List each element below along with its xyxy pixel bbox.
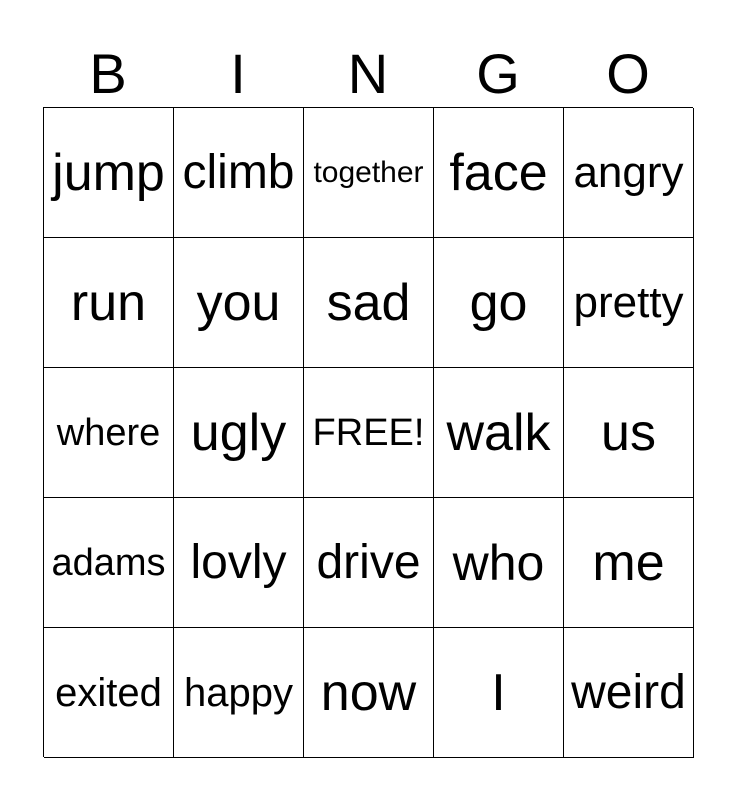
bingo-cell[interactable]: pretty xyxy=(564,238,694,368)
bingo-cell[interactable]: sad xyxy=(304,238,434,368)
bingo-cell[interactable]: me xyxy=(564,498,694,628)
header-letter-b: B xyxy=(89,42,127,105)
header-letter-n: N xyxy=(347,42,389,105)
bingo-cell[interactable]: lovly xyxy=(174,498,304,628)
bingo-cell[interactable]: walk xyxy=(434,368,564,498)
header-letter-i: I xyxy=(230,42,246,105)
header-letter-g: G xyxy=(476,42,520,105)
bingo-cell[interactable]: exited xyxy=(44,628,174,758)
free-space-cell[interactable]: FREE! xyxy=(304,368,434,498)
bingo-cell[interactable]: angry xyxy=(564,108,694,238)
bingo-cell[interactable]: I xyxy=(434,628,564,758)
header-letter-o: O xyxy=(606,42,650,105)
bingo-cell[interactable]: together xyxy=(304,108,434,238)
bingo-cell[interactable]: happy xyxy=(174,628,304,758)
bingo-cell[interactable]: ugly xyxy=(174,368,304,498)
bingo-cell[interactable]: who xyxy=(434,498,564,628)
bingo-cell[interactable]: climb xyxy=(174,108,304,238)
bingo-cell[interactable]: weird xyxy=(564,628,694,758)
bingo-cell[interactable]: face xyxy=(434,108,564,238)
bingo-cell[interactable]: where xyxy=(44,368,174,498)
bingo-cell[interactable]: run xyxy=(44,238,174,368)
bingo-cell[interactable]: jump xyxy=(44,108,174,238)
bingo-board xyxy=(43,107,693,757)
bingo-cell[interactable]: adams xyxy=(44,498,174,628)
bingo-cell[interactable]: drive xyxy=(304,498,434,628)
bingo-header xyxy=(43,40,693,108)
bingo-cell[interactable]: go xyxy=(434,238,564,368)
bingo-cell[interactable]: us xyxy=(564,368,694,498)
bingo-cell[interactable]: you xyxy=(174,238,304,368)
bingo-cell[interactable]: now xyxy=(304,628,434,758)
